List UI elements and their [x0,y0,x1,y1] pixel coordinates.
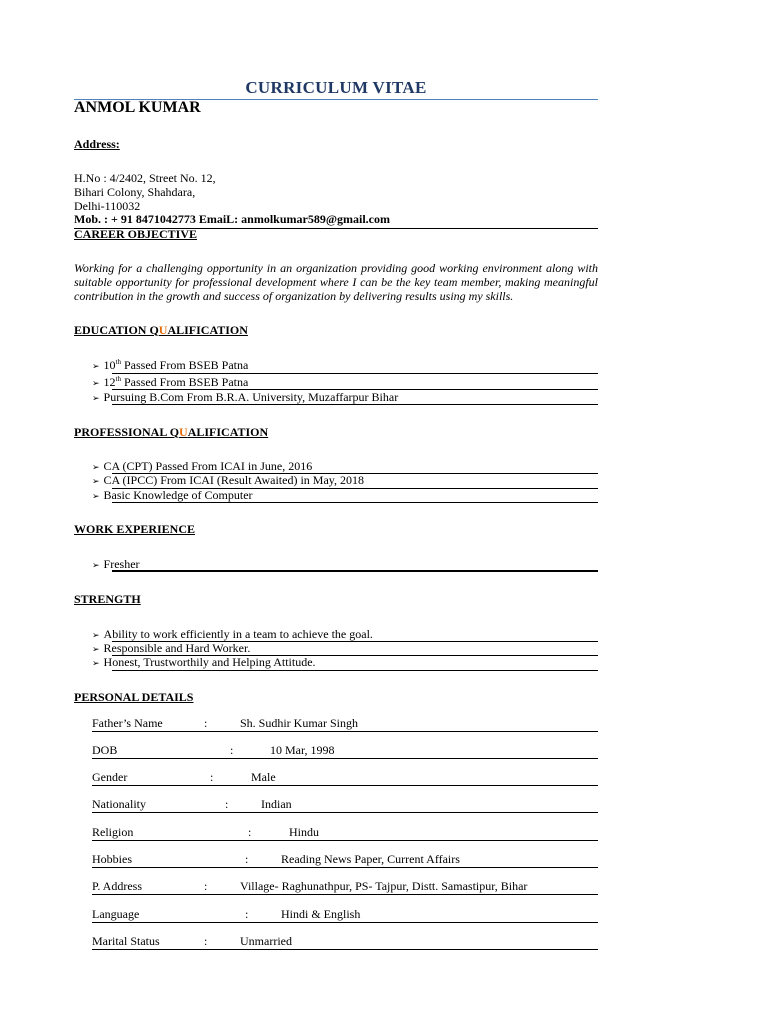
personal-value: 10 Mar, 1998 [270,743,335,757]
contact-line: Mob. : + 91 8471042773 EmaiL: anmolkumar589@gmail.com [74,212,390,226]
address-line-3: Delhi-110032 [74,199,141,213]
arrow-bullet-icon: ➢ [92,463,100,473]
personal-separator: : [245,907,249,921]
personal-label: P. Address [92,879,143,893]
arrow-bullet-icon: ➢ [92,379,100,389]
address-line-1: H.No : 4/2402, Street No. 12, [74,171,216,185]
row-divider [112,570,598,572]
strength-item: ➢ Responsible and Hard Worker. [92,641,251,655]
arrow-bullet-icon: ➢ [92,659,100,669]
professional-heading: PROFESSIONAL QUALIFICATION [74,425,269,439]
row-divider [92,785,598,786]
row-divider [92,758,598,759]
row-divider [92,867,598,868]
personal-label: Nationality [92,797,146,811]
arrow-bullet-icon: ➢ [92,645,100,655]
row-divider [112,670,598,671]
education-item: ➢ Pursuing B.Com From B.R.A. University, Muzaffarpur Bihar [92,390,399,404]
row-divider [92,922,598,923]
personal-label: Hobbies [92,852,132,866]
row-divider [92,894,598,895]
personal-value: Indian [261,797,292,811]
document-title: CURRICULUM VITAE [245,78,427,97]
arrow-bullet-icon: ➢ [92,362,100,372]
personal-separator: : [248,825,252,839]
personal-label: Father’s Name [92,716,163,730]
personal-value: Hindi & English [281,907,361,921]
row-divider [92,949,598,950]
personal-details-heading: PERSONAL DETAILS [74,690,194,704]
education-item: ➢ 10th Passed From BSEB Patna [92,358,249,372]
personal-separator: : [210,770,214,784]
strength-item: ➢ Honest, Trustworthily and Helping Attitude. [92,655,316,669]
personal-separator: : [230,743,234,757]
personal-separator: : [204,879,208,893]
arrow-bullet-icon: ➢ [92,631,100,641]
personal-value: Reading News Paper, Current Affairs [281,852,460,866]
professional-item: ➢ Basic Knowledge of Computer [92,488,253,502]
professional-item: ➢ CA (CPT) Passed From ICAI in June, 2016 [92,459,313,473]
personal-separator: : [204,716,208,730]
professional-item: ➢ CA (IPCC) From ICAI (Result Awaited) in May, 2018 [92,473,364,487]
personal-value: Village- Raghunathpur, PS- Tajpur, Distt. Samastipur, Bihar [240,879,528,893]
personal-separator: : [225,797,229,811]
row-divider [92,731,598,732]
personal-label: Religion [92,825,134,839]
personal-label: Marital Status [92,934,160,948]
row-divider [112,502,598,503]
education-heading: EDUCATION QUALIFICATION [74,323,248,337]
row-divider [112,373,598,374]
personal-separator: : [204,934,208,948]
career-objective-heading: CAREER OBJECTIVE [74,227,198,241]
row-divider [92,812,598,813]
arrow-bullet-icon: ➢ [92,477,100,487]
strength-heading: STRENGTH [74,592,141,606]
arrow-bullet-icon: ➢ [92,492,100,502]
personal-label: DOB [92,743,118,757]
strength-item: ➢ Ability to work efficiently in a team to achieve the goal. [92,627,373,641]
career-objective-text: Working for a challenging opportunity in an organization providing good working environment along with suitable opportunity for professional development where I can be the key team member, making meaningful contribution in the growth and success of organization by delivering results using my skills. [74,261,598,303]
personal-value: Unmarried [240,934,292,948]
arrow-bullet-icon: ➢ [92,561,100,571]
work-experience-heading: WORK EXPERIENCE [74,522,196,536]
address-line-2: Bihari Colony, Shahdara, [74,185,196,199]
personal-separator: : [245,852,249,866]
education-item: ➢ 12th Passed From BSEB Patna [92,375,249,389]
personal-value: Sh. Sudhir Kumar Singh [240,716,359,730]
personal-label: Language [92,907,140,921]
work-item: ➢ Fresher [92,557,140,571]
row-divider [112,404,598,405]
row-divider [92,840,598,841]
candidate-name: ANMOL KUMAR [74,99,201,116]
personal-value: Hindu [289,825,319,839]
personal-value: Male [251,770,276,784]
arrow-bullet-icon: ➢ [92,394,100,404]
address-label: Address: [74,137,120,151]
personal-label: Gender [92,770,128,784]
